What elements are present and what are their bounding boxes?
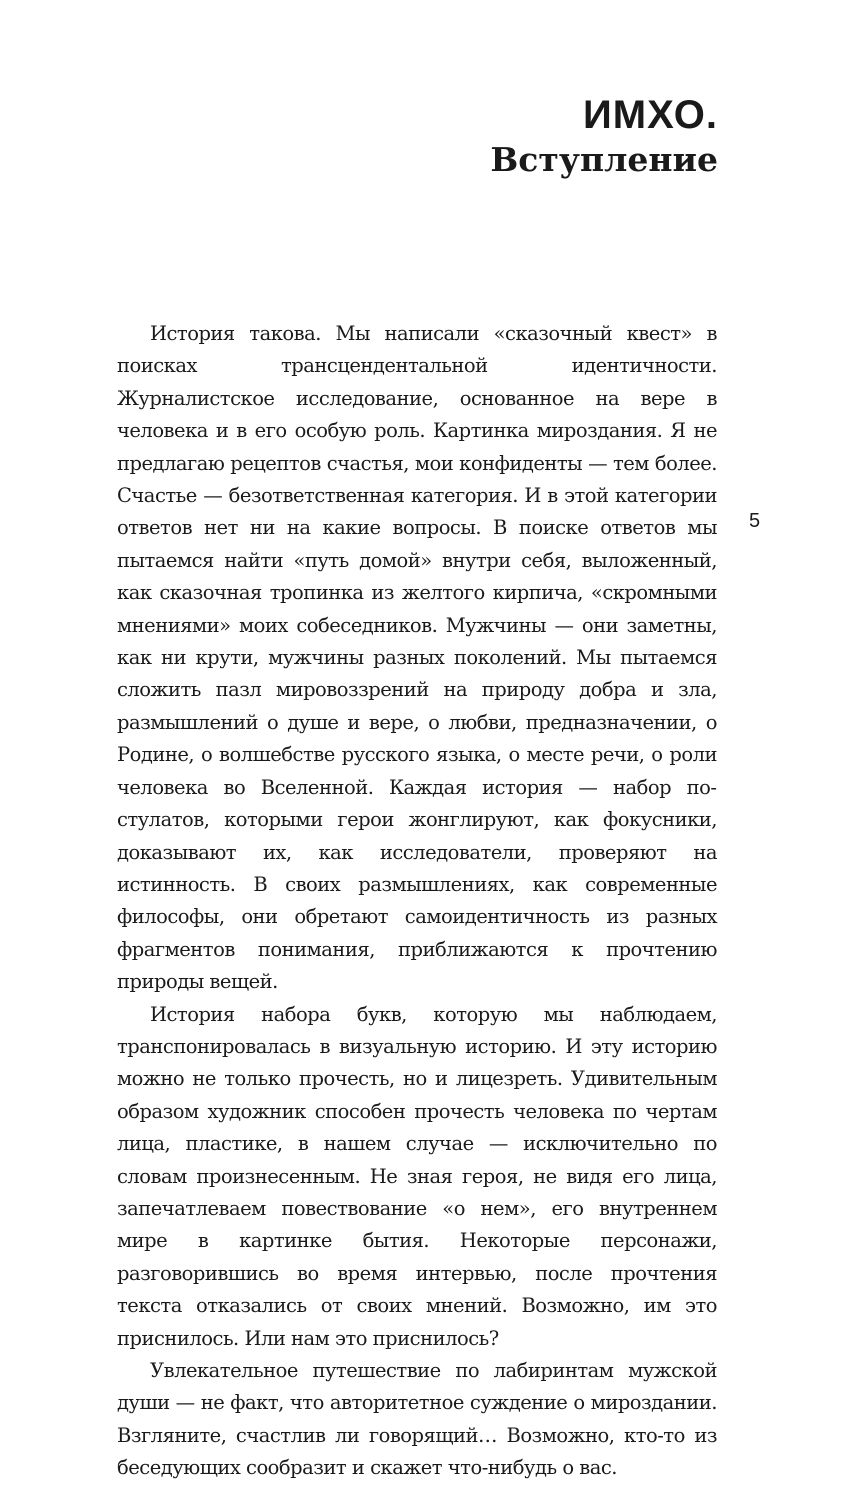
paragraph-2: История набора букв, которую мы наблюдаем, транспонировалась в визуальную историю. И эту историю можно не только прочесть, но и лицезреть. Удивительным образом художник способен прочесть человека по чертам лица, пластике, в нашем случае — исключительно по словам произнесенным. Не зная героя, не видя его лица, запечатлеваем повествование «о нем», его внутреннем мире в картинке бытия. Некоторые персонажи, разговорившись во время интервью, после прочтения текста отказались от своих мнений. Возможно, им это приснилось. Или нам это приснилось? (117, 1002, 717, 1350)
paragraph-3: Увлекательное путешествие по лабиринтам мужской души — не факт, что авторитетное суждение о мироздании. Взгляните, счастлив ли говорящий… Возможно, кто-то из беседующих сообразит и скажет что-нибудь о вас. (117, 1359, 717, 1480)
paragraph-1: История такова. Мы написали «сказочный квест» в поисках трансцендентальной идентичности. Журналистское исследование, основанное на вере в человека и в его особую роль. Картинка мироздания. Я не предлагаю рецептов счастья, мои конфиденты — тем более. Счастье — безответственная категория. И в этой категории ответов нет ни на какие вопросы. В поиске ответов мы пытаемся найти «путь домой» внутри себя, выложенный, как сказочная тропинка из желтого кирпича, «скромными мнениями» моих собеседников. Мужчины — они заметны, как ни крути, мужчины разных поколений. Мы пытаемся сложить пазл мировоззрений на природу добра и зла, размышлений о душе и вере, о любви, предназначении, о Родине, о волшебстве русского языка, о месте речи, о роли человека во Вселенной. Каждая история — набор постулатов, которыми герои жонглируют, как фокусники, доказывают их, как исследователи, проверяют на истинность. В своих размышлениях, как современные философы, они обретают самоидентичность из разных фрагментов понимания, приближаются к прочтению природы вещей. (117, 322, 717, 994)
chapter-heading (490, 92, 718, 182)
heading-title: ИМХО. (583, 93, 718, 137)
heading-subtitle: Вступление (490, 140, 718, 179)
page-number: 5 (749, 510, 761, 532)
body-text (117, 318, 717, 1485)
